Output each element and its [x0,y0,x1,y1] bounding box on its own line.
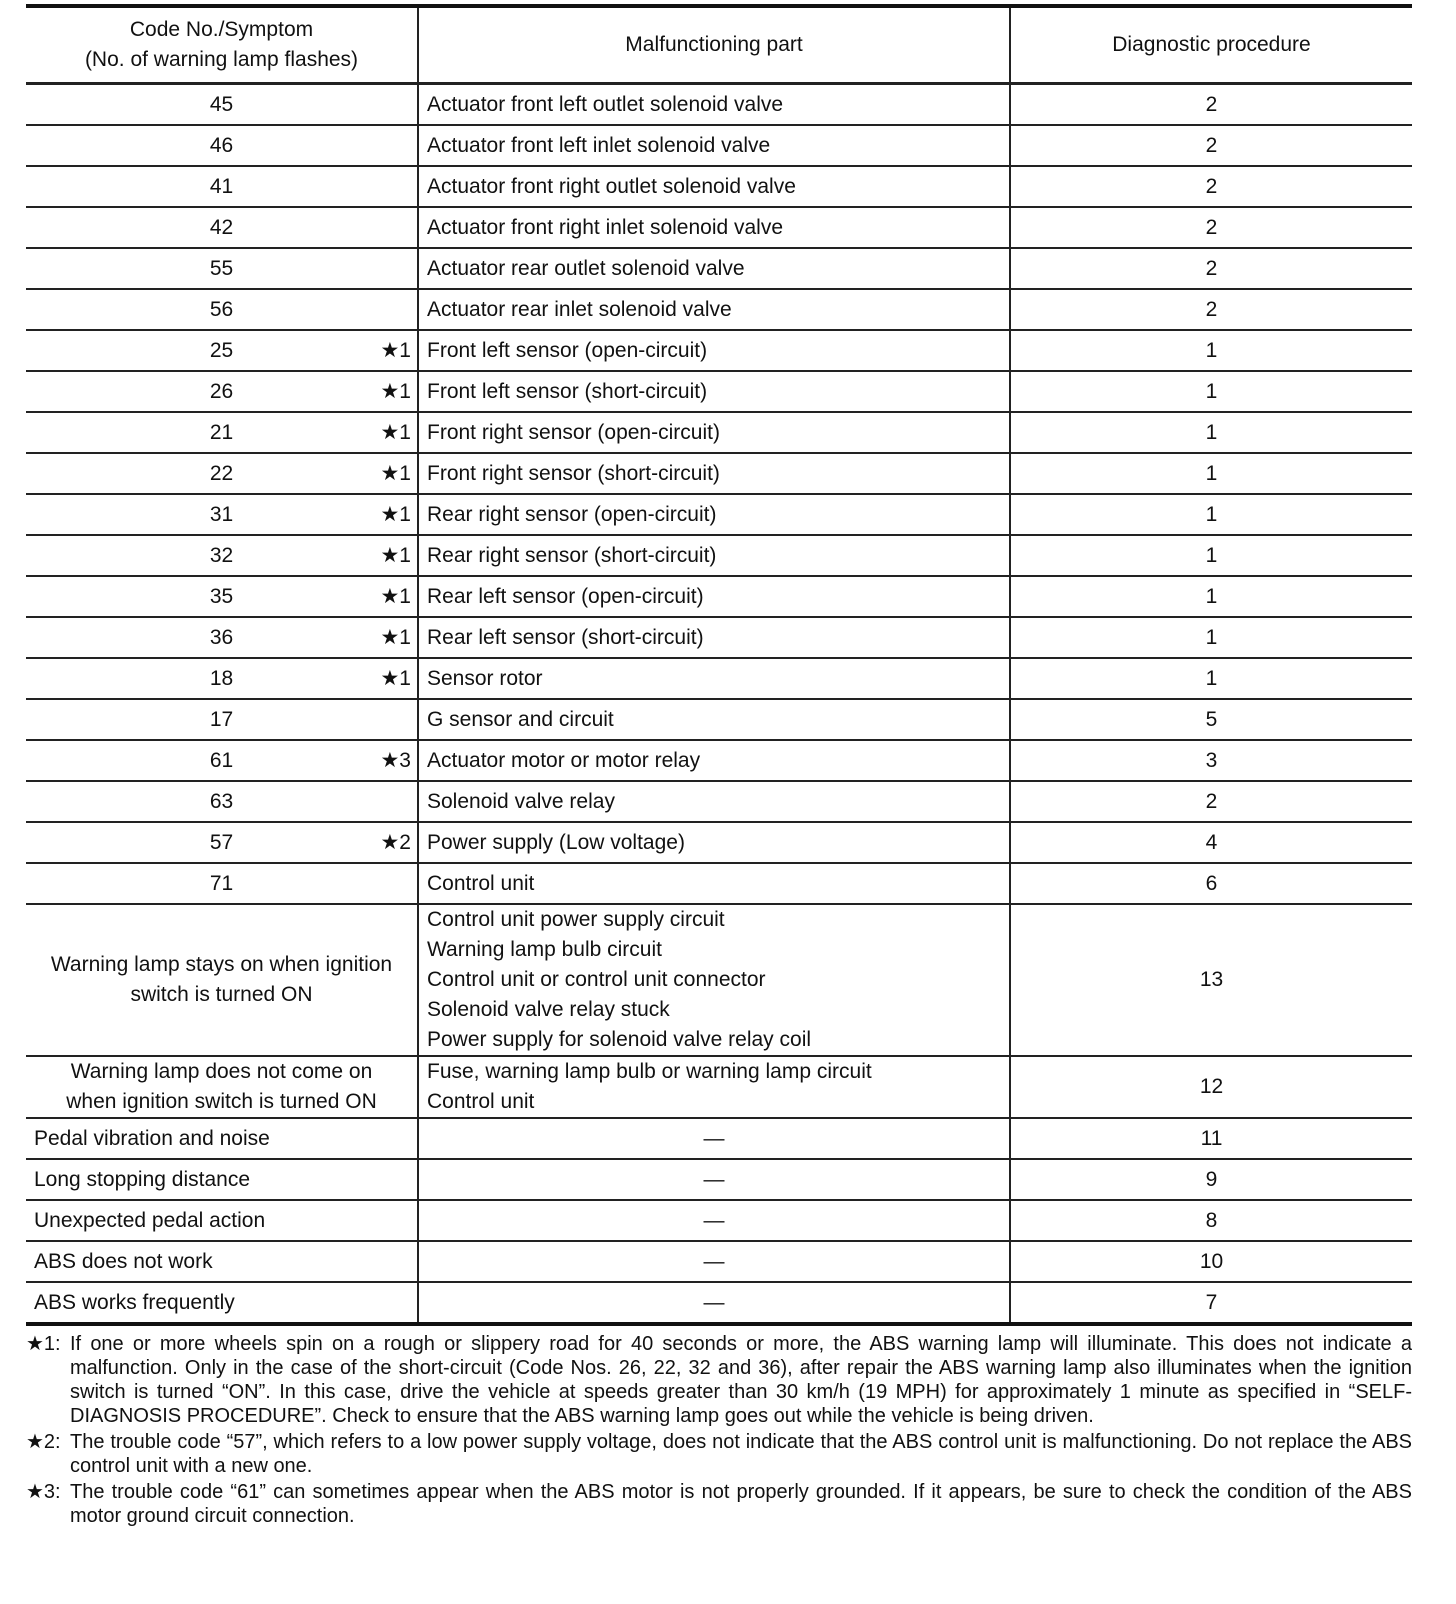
part-cell: — [418,1282,1010,1324]
code-cell [26,494,418,535]
footnote-text: The trouble code “61” can sometimes appear when the ABS motor is not properly grounded. If it appears, be sure to check the condition of the ABS motor ground circuit connection. [70,1481,1412,1527]
part-cell: Actuator rear outlet solenoid valve [418,248,1010,289]
part-cell: G sensor and circuit [418,699,1010,740]
part-cell: Actuator front left inlet solenoid valve [418,125,1010,166]
part-cell [418,904,1010,1056]
part-cell: Actuator motor or motor relay [418,740,1010,781]
table-row [26,453,1412,494]
code-cell [26,84,418,126]
procedure-cell: 8 [1010,1200,1412,1241]
procedure-cell: 3 [1010,740,1412,781]
part-line: Control unit or control unit connector [427,968,766,991]
part-cell: Front left sensor (open-circuit) [418,330,1010,371]
code-cell [26,453,418,494]
table-row [26,494,1412,535]
code-rows [26,84,1412,905]
code-number: 55 [209,256,234,280]
part-line: Power supply for solenoid valve relay coil [427,1028,812,1051]
part-line: Fuse, warning lamp bulb or warning lamp circuit [427,1060,872,1083]
part-cell: — [418,1241,1010,1282]
table-row [26,822,1412,863]
footnote-marker: ★1 [380,461,411,485]
symptom-rows [26,904,1412,1118]
code-number: 17 [209,707,234,731]
symptom-cell: Long stopping distance [26,1159,418,1200]
code-cell [26,658,418,699]
symptom-line: Warning lamp does not come on [70,1060,373,1083]
footnote-marker: ★1 [380,338,411,362]
table-row [26,1200,1412,1241]
table-row [26,248,1412,289]
table-row [26,371,1412,412]
part-line: Control unit [427,1090,535,1113]
table-row [26,781,1412,822]
table-row [26,330,1412,371]
table-row [26,658,1412,699]
procedure-cell: 2 [1010,125,1412,166]
code-number: 36 [209,625,234,649]
procedure-cell: 1 [1010,494,1412,535]
code-number: 61 [209,748,234,772]
part-cell: Front left sensor (short-circuit) [418,371,1010,412]
table-row [26,535,1412,576]
procedure-cell: 13 [1010,904,1412,1056]
part-cell: Control unit [418,863,1010,904]
footnote-marker: ★1 [380,543,411,567]
procedure-cell: 1 [1010,412,1412,453]
symptom-line: switch is turned ON [130,983,313,1006]
code-number: 56 [209,297,234,321]
footnote-marker: ★1 [380,502,411,526]
table-header-row [26,6,1412,84]
code-cell [26,248,418,289]
table-row [26,617,1412,658]
footnote [26,1430,1412,1478]
part-line: Control unit power supply circuit [427,908,725,931]
part-cell: Rear left sensor (open-circuit) [418,576,1010,617]
procedure-cell: 1 [1010,658,1412,699]
code-number: 46 [209,133,234,157]
code-cell [26,781,418,822]
procedure-cell: 2 [1010,166,1412,207]
footnote-text: The trouble code “57”, which refers to a low power supply voltage, does not indicate that the ABS control unit is malfunctioning. Do not replace the ABS control unit with a new one. [70,1431,1412,1477]
code-number: 35 [209,584,234,608]
code-cell [26,863,418,904]
header-code-line2: (No. of warning lamp flashes) [84,48,359,71]
footnote-marker: ★2 [380,830,411,854]
code-cell [26,535,418,576]
procedure-cell: 9 [1010,1159,1412,1200]
symptom-cell: ABS does not work [26,1241,418,1282]
footnote-marker: ★1 [380,625,411,649]
table-row [26,166,1412,207]
symptom-line: Warning lamp stays on when ignition [50,953,393,976]
footnote [26,1480,1412,1528]
code-cell [26,125,418,166]
footnote-marker: ★1 [380,584,411,608]
part-cell: — [418,1118,1010,1159]
table-row [26,1118,1412,1159]
code-number: 42 [209,215,234,239]
code-cell [26,289,418,330]
code-number: 45 [209,92,234,116]
code-number: 21 [209,420,234,444]
procedure-cell: 10 [1010,1241,1412,1282]
part-cell: Rear right sensor (open-circuit) [418,494,1010,535]
table-row [26,576,1412,617]
code-number: 71 [209,871,234,895]
table-row [26,863,1412,904]
diagnosis-table [26,4,1412,1326]
code-number: 31 [209,502,234,526]
code-cell [26,166,418,207]
procedure-cell: 1 [1010,576,1412,617]
procedure-cell: 11 [1010,1118,1412,1159]
procedure-cell: 2 [1010,84,1412,126]
table-row [26,740,1412,781]
procedure-cell: 7 [1010,1282,1412,1324]
code-number: 41 [209,174,234,198]
footnote-mark: ★1: [26,1333,61,1355]
part-cell: Power supply (Low voltage) [418,822,1010,863]
procedure-cell: 2 [1010,289,1412,330]
part-cell: Rear left sensor (short-circuit) [418,617,1010,658]
code-cell [26,699,418,740]
part-cell: Actuator front right outlet solenoid valve [418,166,1010,207]
code-cell [26,207,418,248]
footnote-marker: ★1 [380,666,411,690]
footnotes [26,1332,1412,1528]
part-cell: Actuator rear inlet solenoid valve [418,289,1010,330]
code-number: 26 [209,379,234,403]
code-cell [26,617,418,658]
code-number: 18 [209,666,234,690]
code-cell [26,740,418,781]
code-number: 32 [209,543,234,567]
table-row [26,1282,1412,1324]
symptom-cell: ABS works frequently [26,1282,418,1324]
code-cell [26,412,418,453]
symptom-cell [26,904,418,1056]
table-row [26,699,1412,740]
table-row [26,1159,1412,1200]
procedure-cell: 2 [1010,781,1412,822]
footnote-marker: ★1 [380,420,411,444]
code-number: 63 [209,789,234,813]
part-cell: Sensor rotor [418,658,1010,699]
symptom-cell [26,1056,418,1118]
code-cell [26,330,418,371]
part-cell: Actuator front left outlet solenoid valve [418,84,1010,126]
part-cell [418,1056,1010,1118]
procedure-cell: 1 [1010,330,1412,371]
part-cell: Actuator front right inlet solenoid valve [418,207,1010,248]
table-row [26,412,1412,453]
footnote-marker: ★1 [380,379,411,403]
procedure-cell: 1 [1010,617,1412,658]
procedure-cell: 12 [1010,1056,1412,1118]
table-row [26,84,1412,126]
procedure-cell: 4 [1010,822,1412,863]
footnote-text: If one or more wheels spin on a rough or slippery road for 40 seconds or more, the ABS warning lamp will illuminate. This does not indicate a malfunction. Only in the case of the short-circuit (Code Nos. 26, 22, 32 and 36), after repair the ABS warning lamp also illuminates when the ignition switch is turned “ON”. In this case, drive the vehicle at speeds greater than 30 km/h (19 MPH) for approximately 1 minute as specified in “SELF-DIAGNOSIS PROCEDURE”. Check to ensure that the ABS warning lamp goes out while the vehicle is being driven. [70,1333,1412,1427]
procedure-cell: 2 [1010,248,1412,289]
code-number: 22 [209,461,234,485]
header-diagnostic-procedure: Diagnostic procedure [1010,6,1412,84]
part-line: Solenoid valve relay stuck [427,998,670,1021]
code-number: 25 [209,338,234,362]
footnote-mark: ★3: [26,1481,61,1503]
footnote [26,1332,1412,1428]
procedure-cell: 2 [1010,207,1412,248]
plain-symptom-rows [26,1118,1412,1324]
procedure-cell: 1 [1010,453,1412,494]
document-page [26,4,1412,1530]
footnote-marker: ★3 [380,748,411,772]
table-row-lamp-not-on [26,1056,1412,1118]
code-cell [26,576,418,617]
header-code-line1: Code No./Symptom [129,18,314,41]
footnote-mark: ★2: [26,1431,61,1453]
symptom-cell: Unexpected pedal action [26,1200,418,1241]
part-cell: Front right sensor (short-circuit) [418,453,1010,494]
procedure-cell: 6 [1010,863,1412,904]
part-line: Warning lamp bulb circuit [427,938,662,961]
table-row [26,1241,1412,1282]
code-cell [26,822,418,863]
procedure-cell: 1 [1010,371,1412,412]
code-number: 57 [209,830,234,854]
symptom-cell: Pedal vibration and noise [26,1118,418,1159]
header-code-symptom [26,6,418,84]
table-row [26,289,1412,330]
header-malfunctioning-part: Malfunctioning part [418,6,1010,84]
table-row [26,207,1412,248]
table-row-lamp-stays-on [26,904,1412,1056]
procedure-cell: 1 [1010,535,1412,576]
part-cell: Rear right sensor (short-circuit) [418,535,1010,576]
part-cell: Solenoid valve relay [418,781,1010,822]
code-cell [26,371,418,412]
symptom-line: when ignition switch is turned ON [66,1090,377,1113]
procedure-cell: 5 [1010,699,1412,740]
part-cell: — [418,1200,1010,1241]
part-cell: — [418,1159,1010,1200]
table-row [26,125,1412,166]
part-cell: Front right sensor (open-circuit) [418,412,1010,453]
